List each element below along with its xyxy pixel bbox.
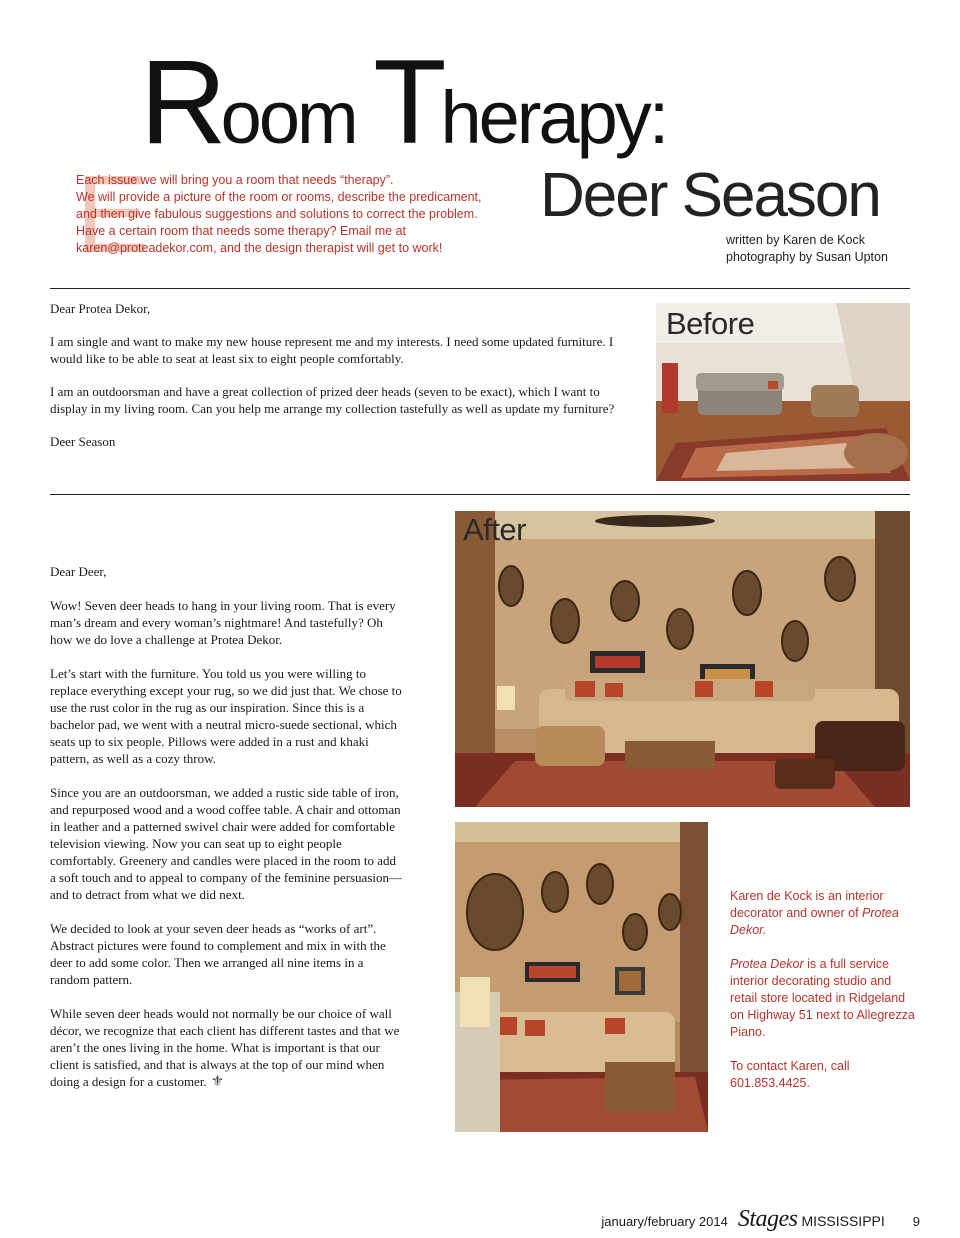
reader-letter bbox=[50, 300, 640, 466]
byline-writer: written by Karen de Kock bbox=[726, 233, 865, 247]
issue-date: january/february 2014 bbox=[601, 1214, 728, 1229]
middle-divider bbox=[50, 494, 910, 495]
before-label: Before bbox=[666, 306, 755, 341]
after-label: After bbox=[463, 512, 526, 547]
before-photo bbox=[656, 303, 910, 481]
fleur-de-lis-icon: ⚜ bbox=[210, 1074, 225, 1090]
after-photo-wide bbox=[455, 511, 910, 807]
reply-paragraph: Since you are an outdoorsman, we added a rustic side table of iron, and repurposed wood and a wood coffee table. A chair and ottoman in leather and a patterned swivel chair were added for comfortable television viewing. Now you can seat up to eight people comfortably. Greenery and candles were placed in the room to add a soft touch and to appeal to company of the feminine persuasion—and to detract from what we did next. bbox=[50, 785, 402, 902]
author-company: Protea Dekor. bbox=[730, 906, 899, 937]
magazine-logo: Stages bbox=[737, 1206, 798, 1232]
letter-paragraph: I am single and want to make my new house represent me and my interests. I need some updated furniture. I would like to be able to seat at least six to eight people comfortably. bbox=[50, 334, 614, 366]
letter-signoff: Deer Season bbox=[50, 434, 116, 449]
intro-line: and then give fabulous suggestions and solutions to correct the problem. bbox=[76, 207, 478, 221]
magazine-logo-sub: MISSISSIPPI bbox=[801, 1213, 885, 1229]
after-photo-corner bbox=[455, 822, 708, 1132]
company-description bbox=[730, 956, 920, 1041]
contact-info: To contact Karen, call 601.853.4425. bbox=[730, 1059, 850, 1090]
designer-reply bbox=[50, 563, 405, 1108]
article-title bbox=[140, 35, 860, 169]
byline bbox=[726, 232, 926, 266]
title-cap-r: R bbox=[140, 35, 221, 169]
reply-closing-text: While seven deer heads would not normally be our choice of wall décor, we recognize that each client has different tastes and that we aren’t the ones living in the home. What is important is that our client is satisfied, and that is always at the top of our mind when doing a design for a customer. bbox=[50, 1006, 400, 1089]
company-name: Protea Dekor bbox=[730, 957, 804, 971]
intro-line: Have a certain room that needs some therapy? Email me at bbox=[76, 224, 407, 238]
author-sidebar bbox=[730, 888, 920, 1109]
page-number: 9 bbox=[912, 1214, 920, 1229]
letter-salutation: Dear Protea Dekor, bbox=[50, 301, 151, 316]
reply-paragraph: We decided to look at your seven deer heads as “works of art”. Abstract pictures were found to complement and mix in with the deer to add some color. Then we arranged all nine items in a random pattern. bbox=[50, 921, 386, 987]
title-cap-t: T bbox=[373, 35, 441, 169]
top-divider bbox=[50, 288, 910, 289]
intro-line: We will provide a picture of the room or rooms, describe the predicament, bbox=[76, 190, 482, 204]
reply-paragraph: Let’s start with the furniture. You told us you were willing to replace everything except your rug, so we did just that. We chose to use the rust color in the rug as our inspiration. Since this is a bachelor pad, we went with a neutral micro-suede sectional, which seats up to six people. Pillows were added in a rust and khaki pattern, as well as a cozy throw. bbox=[50, 666, 402, 766]
reply-salutation: Dear Deer, bbox=[50, 564, 107, 579]
title-part-1: oom bbox=[220, 76, 374, 159]
intro-line: karen@proteadekor.com, and the design therapist will get to work! bbox=[76, 241, 443, 255]
intro-dropcap: E bbox=[76, 153, 150, 276]
intro-line: Each issue we will bring you a room that needs “therapy”. bbox=[76, 173, 394, 187]
title-part-2: herapy: bbox=[440, 76, 667, 159]
reply-paragraph: Wow! Seven deer heads to hang in your living room. That is every man’s dream and every woman’s nightmare! And tastefully? Oh how we do love a challenge at Protea Dekor. bbox=[50, 598, 396, 647]
byline-photographer: photography by Susan Upton bbox=[726, 250, 888, 264]
reply-paragraph bbox=[50, 1005, 405, 1091]
page-footer bbox=[520, 1206, 920, 1234]
article-subtitle: Deer Season bbox=[540, 161, 880, 230]
letter-paragraph: I am an outdoorsman and have a great collection of prized deer heads (seven to be exact), which I want to display in my living room. Can you help me arrange my collection tastefully as well as update my furniture? bbox=[50, 384, 615, 416]
company-description-text: is a full service interior decorating studio and retail store located in Ridgeland on Highway 51 next to Allegrezza Piano. bbox=[730, 957, 915, 1039]
author-bio bbox=[730, 888, 920, 939]
intro-text bbox=[76, 172, 526, 257]
author-bio-text: Karen de Kock is an interior decorator and owner of bbox=[730, 889, 884, 920]
